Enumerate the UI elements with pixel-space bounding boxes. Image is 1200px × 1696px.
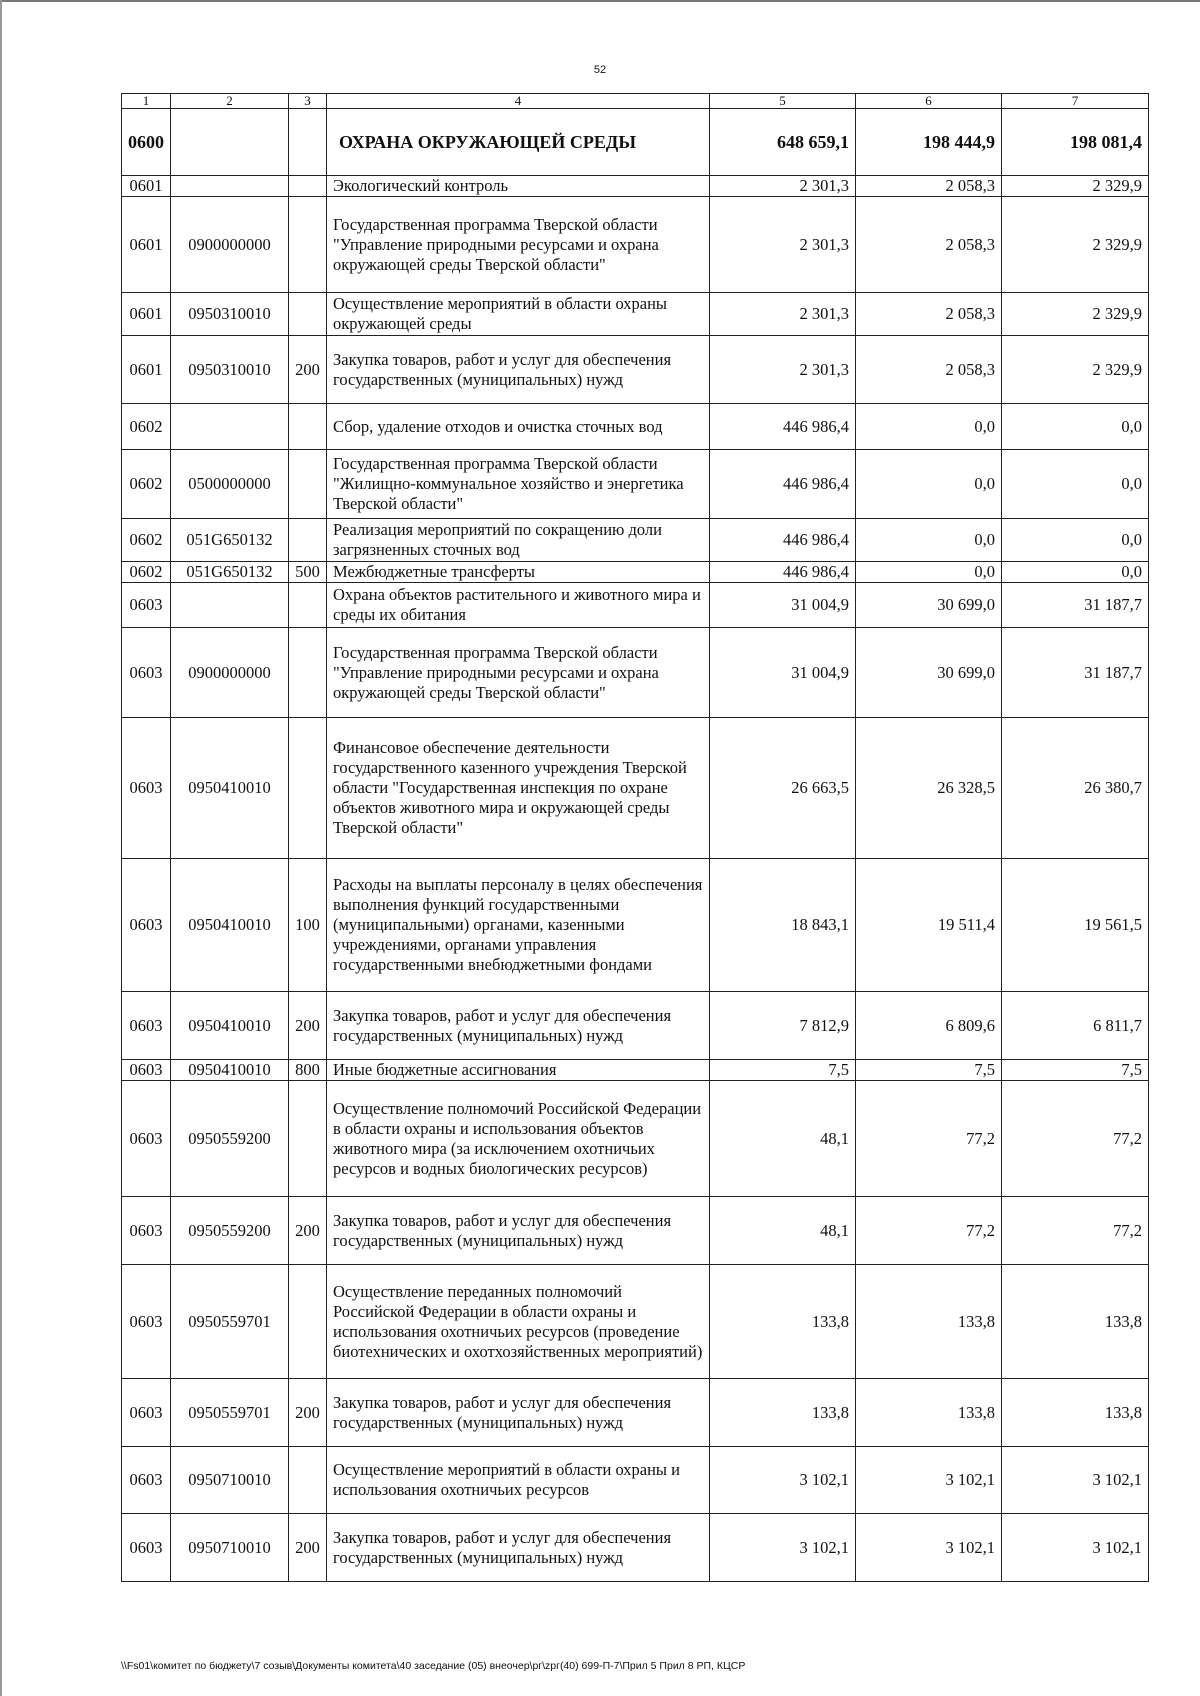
amount-col6: 0,0 (856, 450, 1002, 519)
amount-col7: 133,8 (1002, 1379, 1149, 1447)
table-row (122, 404, 1149, 450)
section-code: 0603 (122, 1081, 171, 1197)
amount-col5: 31 004,9 (710, 583, 856, 628)
column-header: 4 (327, 94, 710, 109)
target-code: 0900000000 (171, 628, 289, 718)
section-code: 0603 (122, 1447, 171, 1514)
target-code: 0950559701 (171, 1379, 289, 1447)
amount-col6: 19 511,4 (856, 859, 1002, 992)
amount-col6: 133,8 (856, 1265, 1002, 1379)
column-header: 3 (289, 94, 327, 109)
table-row (122, 1379, 1149, 1447)
section-code: 0602 (122, 562, 171, 583)
expense-type (289, 628, 327, 718)
section-code: 0601 (122, 176, 171, 197)
target-code: 0950410010 (171, 859, 289, 992)
target-code: 0950710010 (171, 1514, 289, 1582)
expense-type (289, 176, 327, 197)
expense-type (289, 519, 327, 562)
section-code: 0601 (122, 336, 171, 404)
amount-col7: 6 811,7 (1002, 992, 1149, 1060)
amount-col6: 7,5 (856, 1060, 1002, 1081)
section-code: 0603 (122, 583, 171, 628)
row-name: ОХРАНА ОКРУЖАЮЩЕЙ СРЕДЫ (327, 109, 710, 176)
table-row (122, 1081, 1149, 1197)
expense-type (289, 450, 327, 519)
target-code: 0950410010 (171, 992, 289, 1060)
amount-col5: 26 663,5 (710, 718, 856, 859)
amount-col6: 30 699,0 (856, 628, 1002, 718)
section-code: 0603 (122, 1265, 171, 1379)
amount-col6: 0,0 (856, 519, 1002, 562)
row-name: Финансовое обеспечение деятельности государственного казенного учреждения Тверской области "Государственная инспекция по охране объектов животного мира и окружающей среды Тверской области" (327, 718, 710, 859)
amount-col5: 2 301,3 (710, 293, 856, 336)
amount-col7: 2 329,9 (1002, 176, 1149, 197)
table-row (122, 450, 1149, 519)
amount-col7: 0,0 (1002, 519, 1149, 562)
target-code: 0950310010 (171, 293, 289, 336)
amount-col6: 26 328,5 (856, 718, 1002, 859)
expense-type: 200 (289, 1514, 327, 1582)
section-code: 0603 (122, 1514, 171, 1582)
amount-col7: 0,0 (1002, 404, 1149, 450)
table-row (122, 109, 1149, 176)
table-row (122, 718, 1149, 859)
section-code: 0603 (122, 628, 171, 718)
expense-type: 100 (289, 859, 327, 992)
target-code (171, 404, 289, 450)
amount-col5: 3 102,1 (710, 1514, 856, 1582)
expense-type (289, 1447, 327, 1514)
amount-col5: 48,1 (710, 1081, 856, 1197)
column-header: 7 (1002, 94, 1149, 109)
expense-type (289, 109, 327, 176)
row-name: Сбор, удаление отходов и очистка сточных вод (327, 404, 710, 450)
amount-col7: 133,8 (1002, 1265, 1149, 1379)
amount-col7: 7,5 (1002, 1060, 1149, 1081)
section-code: 0602 (122, 450, 171, 519)
target-code (171, 583, 289, 628)
amount-col7: 77,2 (1002, 1197, 1149, 1265)
expense-type (289, 1265, 327, 1379)
row-name: Государственная программа Тверской области "Жилищно-коммунальное хозяйство и энергетика Тверской области" (327, 450, 710, 519)
amount-col6: 133,8 (856, 1379, 1002, 1447)
target-code (171, 109, 289, 176)
amount-col6: 198 444,9 (856, 109, 1002, 176)
table-row (122, 562, 1149, 583)
table-row (122, 293, 1149, 336)
amount-col5: 446 986,4 (710, 562, 856, 583)
amount-col5: 133,8 (710, 1265, 856, 1379)
section-code: 0601 (122, 293, 171, 336)
row-name: Закупка товаров, работ и услуг для обеспечения государственных (муниципальных) нужд (327, 992, 710, 1060)
amount-col5: 2 301,3 (710, 336, 856, 404)
row-name: Осуществление переданных полномочий Российской Федерации в области охраны и использования охотничьих ресурсов (проведение биотехнических и охотхозяйственных мероприятий) (327, 1265, 710, 1379)
amount-col7: 0,0 (1002, 450, 1149, 519)
amount-col6: 0,0 (856, 404, 1002, 450)
amount-col5: 7 812,9 (710, 992, 856, 1060)
amount-col6: 2 058,3 (856, 176, 1002, 197)
page-number: 52 (593, 64, 607, 76)
amount-col5: 446 986,4 (710, 450, 856, 519)
table-row (122, 1447, 1149, 1514)
row-name: Реализация мероприятий по сокращению доли загрязненных сточных вод (327, 519, 710, 562)
expense-type: 500 (289, 562, 327, 583)
section-code: 0601 (122, 197, 171, 293)
table-row (122, 859, 1149, 992)
row-name: Межбюджетные трансферты (327, 562, 710, 583)
expense-type: 200 (289, 1379, 327, 1447)
target-code: 0900000000 (171, 197, 289, 293)
table-row (122, 1265, 1149, 1379)
amount-col5: 18 843,1 (710, 859, 856, 992)
target-code: 0500000000 (171, 450, 289, 519)
amount-col5: 2 301,3 (710, 176, 856, 197)
table-row (122, 336, 1149, 404)
amount-col6: 6 809,6 (856, 992, 1002, 1060)
amount-col6: 30 699,0 (856, 583, 1002, 628)
row-name: Осуществление мероприятий в области охраны окружающей среды (327, 293, 710, 336)
amount-col7: 3 102,1 (1002, 1514, 1149, 1582)
amount-col7: 77,2 (1002, 1081, 1149, 1197)
row-name: Закупка товаров, работ и услуг для обеспечения государственных (муниципальных) нужд (327, 1379, 710, 1447)
expense-type: 800 (289, 1060, 327, 1081)
row-name: Расходы на выплаты персоналу в целях обеспечения выполнения функций государственными (муниципальными) органами, казенными учреждениями, органами управления государственными внебюджетными фондами (327, 859, 710, 992)
section-code: 0603 (122, 718, 171, 859)
amount-col7: 31 187,7 (1002, 583, 1149, 628)
expense-type (289, 197, 327, 293)
target-code: 051G650132 (171, 519, 289, 562)
row-name: Закупка товаров, работ и услуг для обеспечения государственных (муниципальных) нужд (327, 336, 710, 404)
expense-type (289, 293, 327, 336)
budget-table (121, 93, 1149, 1582)
column-header-row (122, 94, 1149, 109)
amount-col5: 48,1 (710, 1197, 856, 1265)
table-row (122, 176, 1149, 197)
target-code: 0950410010 (171, 1060, 289, 1081)
target-code: 0950559701 (171, 1265, 289, 1379)
target-code: 0950410010 (171, 718, 289, 859)
row-name: Экологический контроль (327, 176, 710, 197)
amount-col5: 31 004,9 (710, 628, 856, 718)
section-code: 0603 (122, 1060, 171, 1081)
amount-col6: 2 058,3 (856, 336, 1002, 404)
amount-col6: 3 102,1 (856, 1447, 1002, 1514)
amount-col5: 133,8 (710, 1379, 856, 1447)
amount-col7: 31 187,7 (1002, 628, 1149, 718)
amount-col7: 0,0 (1002, 562, 1149, 583)
footer-file-path: \\Fs01\комитет по бюджету\7 созыв\Документы комитета\40 заседание (05) внеочер\рг\zрг(40) 699-П-7\Прил 5 Прил 8 РП, КЦСР (121, 1660, 746, 1672)
amount-col5: 3 102,1 (710, 1447, 856, 1514)
row-name: Осуществление мероприятий в области охраны и использования охотничьих ресурсов (327, 1447, 710, 1514)
amount-col7: 2 329,9 (1002, 336, 1149, 404)
amount-col7: 26 380,7 (1002, 718, 1149, 859)
target-code (171, 176, 289, 197)
amount-col6: 3 102,1 (856, 1514, 1002, 1582)
table-row (122, 992, 1149, 1060)
expense-type: 200 (289, 336, 327, 404)
amount-col7: 3 102,1 (1002, 1447, 1149, 1514)
target-code: 0950710010 (171, 1447, 289, 1514)
target-code: 0950559200 (171, 1197, 289, 1265)
row-name: Государственная программа Тверской области "Управление природными ресурсами и охрана окружающей среды Тверской области" (327, 197, 710, 293)
target-code: 051G650132 (171, 562, 289, 583)
target-code: 0950559200 (171, 1081, 289, 1197)
section-code: 0602 (122, 519, 171, 562)
amount-col5: 446 986,4 (710, 519, 856, 562)
table-row (122, 197, 1149, 293)
amount-col5: 2 301,3 (710, 197, 856, 293)
expense-type (289, 718, 327, 859)
row-name: Закупка товаров, работ и услуг для обеспечения государственных (муниципальных) нужд (327, 1514, 710, 1582)
section-code: 0603 (122, 992, 171, 1060)
column-header: 6 (856, 94, 1002, 109)
target-code: 0950310010 (171, 336, 289, 404)
row-name: Осуществление полномочий Российской Федерации в области охраны и использования объектов животного мира (за исключением охотничьих ресурсов и водных биологических ресурсов) (327, 1081, 710, 1197)
row-name: Государственная программа Тверской области "Управление природными ресурсами и охрана окружающей среды Тверской области" (327, 628, 710, 718)
amount-col5: 7,5 (710, 1060, 856, 1081)
table-row (122, 1197, 1149, 1265)
amount-col5: 446 986,4 (710, 404, 856, 450)
scan-edge-top (0, 0, 1200, 2)
row-name: Иные бюджетные ассигнования (327, 1060, 710, 1081)
table-row (122, 628, 1149, 718)
amount-col5: 648 659,1 (710, 109, 856, 176)
amount-col6: 0,0 (856, 562, 1002, 583)
amount-col7: 19 561,5 (1002, 859, 1149, 992)
table-row (122, 1514, 1149, 1582)
amount-col6: 2 058,3 (856, 197, 1002, 293)
row-name: Охрана объектов растительного и животного мира и среды их обитания (327, 583, 710, 628)
amount-col7: 2 329,9 (1002, 197, 1149, 293)
expense-type (289, 404, 327, 450)
column-header: 1 (122, 94, 171, 109)
scan-edge-left (0, 0, 2, 1696)
expense-type (289, 583, 327, 628)
row-name: Закупка товаров, работ и услуг для обеспечения государственных (муниципальных) нужд (327, 1197, 710, 1265)
table-row (122, 519, 1149, 562)
expense-type: 200 (289, 1197, 327, 1265)
table-row (122, 583, 1149, 628)
table-row (122, 1060, 1149, 1081)
expense-type: 200 (289, 992, 327, 1060)
section-code: 0602 (122, 404, 171, 450)
expense-type (289, 1081, 327, 1197)
column-header: 2 (171, 94, 289, 109)
amount-col7: 198 081,4 (1002, 109, 1149, 176)
column-header: 5 (710, 94, 856, 109)
section-code: 0603 (122, 859, 171, 992)
section-code: 0603 (122, 1197, 171, 1265)
amount-col6: 77,2 (856, 1197, 1002, 1265)
section-code: 0603 (122, 1379, 171, 1447)
amount-col6: 77,2 (856, 1081, 1002, 1197)
amount-col6: 2 058,3 (856, 293, 1002, 336)
amount-col7: 2 329,9 (1002, 293, 1149, 336)
section-code: 0600 (122, 109, 171, 176)
